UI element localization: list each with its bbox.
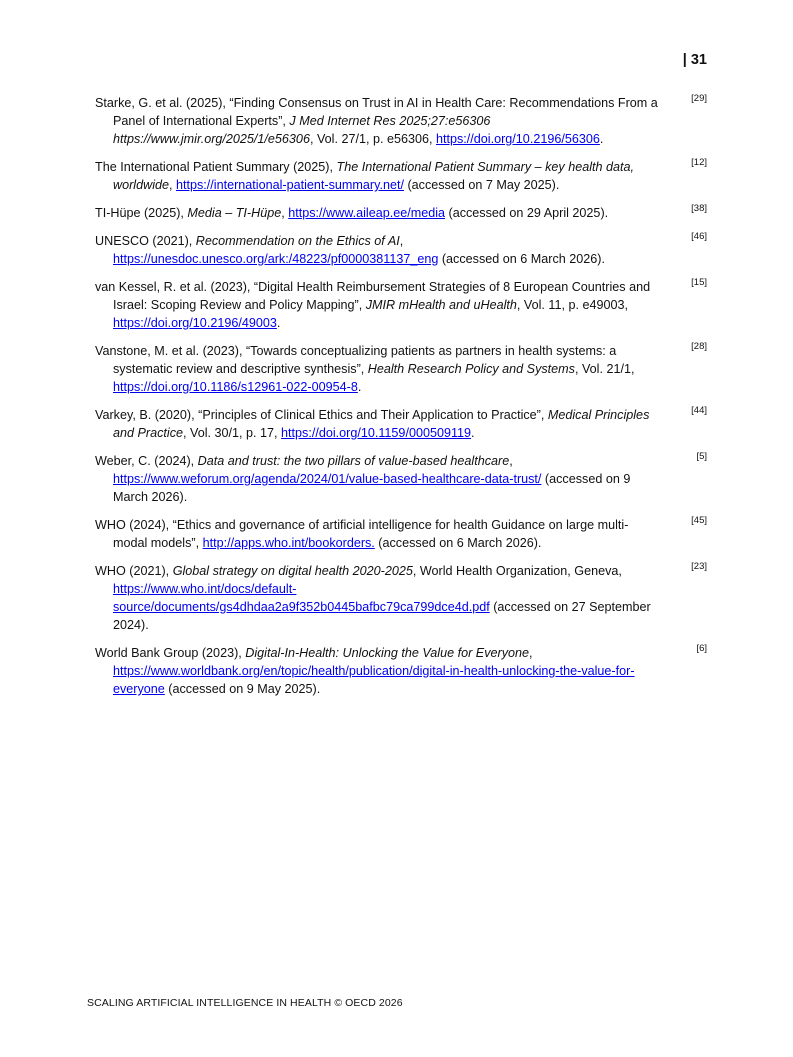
ref-text: TI-Hüpe (2025), — [95, 206, 188, 220]
ref-link[interactable]: https://doi.org/10.1159/000509119 — [281, 426, 472, 440]
ref-link[interactable]: https://international-patient-summary.net/ — [176, 178, 404, 192]
ref-details: , Vol. 11, p. e49003, — [516, 298, 629, 312]
ref-suffix: (accessed on 9 March 2026). — [113, 472, 631, 504]
ref-text: World Bank Group (2023), — [95, 646, 246, 660]
ref-link[interactable]: http://apps.who.int/bookorders. — [202, 536, 375, 550]
ref-number: [28] — [691, 341, 707, 352]
ref-title: Media – TI-Hüpe — [187, 206, 282, 220]
ref-title: Health Research Policy and Systems — [367, 362, 575, 376]
ref-text: The International Patient Summary (2025), — [95, 160, 337, 174]
ref-title: Data and trust: the two pillars of value-based healthcare — [197, 454, 510, 468]
ref-text: Weber, C. (2024), — [95, 454, 198, 468]
reference-entry — [95, 342, 707, 396]
ref-number: [6] — [696, 643, 707, 654]
ref-details: , — [281, 206, 289, 220]
ref-link[interactable]: https://www.worldbank.org/en/topic/health/publication/digital-in-health-unlocking-the-value-for-everyone — [113, 664, 635, 696]
ref-text: van Kessel, R. et al. (2023), “Digital Health Reimbursement Strategies of 8 European Countries and Israel: Scoping Review and Policy Mapping”, — [95, 280, 651, 312]
reference-list — [95, 94, 707, 708]
ref-text: WHO (2024), “Ethics and governance of artificial intelligence for health Guidance on large multi-modal models”, — [95, 518, 629, 550]
ref-details: , Vol. 27/1, p. e56306, — [309, 132, 436, 146]
ref-link[interactable]: https://unesdoc.unesco.org/ark:/48223/pf0000381137_eng — [113, 252, 439, 266]
ref-suffix: . — [471, 426, 475, 440]
ref-details: , — [509, 454, 513, 468]
ref-suffix: . — [599, 132, 604, 146]
ref-suffix: (accessed on 27 September 2024). — [113, 600, 651, 632]
page-footer: SCALING ARTIFICIAL INTELLIGENCE IN HEALTH © OECD 2026 — [87, 997, 403, 1009]
reference-entry — [95, 406, 707, 442]
ref-link[interactable]: https://doi.org/10.2196/56306 — [436, 132, 600, 146]
reference-entry — [95, 562, 707, 634]
ref-text: Starke, G. et al. (2025), “Finding Consensus on Trust in AI in Health Care: Recommendations From a Panel of International Experts”, — [95, 96, 658, 128]
ref-title: The International Patient Summary – key health data, worldwide — [113, 160, 635, 192]
ref-title: Medical Principles and Practice — [113, 408, 650, 440]
reference-entry — [95, 232, 707, 268]
reference-entry — [95, 158, 707, 194]
ref-title: Recommendation on the Ethics of AI — [195, 234, 400, 248]
ref-number: [46] — [691, 231, 707, 242]
ref-suffix: (accessed on 6 March 2026). — [438, 252, 605, 266]
ref-number: [12] — [691, 157, 707, 168]
reference-entry — [95, 94, 707, 148]
ref-text: UNESCO (2021), — [95, 234, 196, 248]
ref-details: , — [529, 646, 533, 660]
ref-number: [5] — [696, 451, 707, 462]
ref-suffix: . — [276, 316, 281, 330]
ref-title: Digital-In-Health: Unlocking the Value for Everyone — [245, 646, 529, 660]
reference-entry — [95, 204, 707, 222]
ref-suffix: . — [357, 380, 362, 394]
ref-suffix: (accessed on 29 April 2025). — [445, 206, 609, 220]
ref-text: WHO (2021), — [95, 564, 173, 578]
page-number: | 31 — [682, 52, 707, 68]
ref-suffix: (accessed on 9 May 2025). — [164, 682, 321, 696]
ref-text: Vanstone, M. et al. (2023), “Towards conceptualizing patients as partners in health systems: a systematic review and descriptive synthesis”, — [95, 344, 617, 376]
ref-details: , Vol. 30/1, p. 17, — [183, 426, 282, 440]
reference-entry — [95, 278, 707, 332]
ref-text: Varkey, B. (2020), “Principles of Clinical Ethics and Their Application to Practice”, — [95, 408, 548, 422]
ref-number: [45] — [691, 515, 707, 526]
ref-title: JMIR mHealth and uHealth — [365, 298, 517, 312]
ref-details: , World Health Organization, Geneva, — [412, 564, 622, 578]
ref-details: , — [399, 234, 404, 248]
reference-entry — [95, 452, 707, 506]
ref-details: , — [169, 178, 176, 192]
ref-number: [44] — [691, 405, 707, 416]
ref-suffix: (accessed on 7 May 2025). — [403, 178, 560, 192]
ref-suffix: (accessed on 6 March 2026). — [374, 536, 542, 550]
ref-link[interactable]: https://www.weforum.org/agenda/2024/01/value-based-healthcare-data-trust/ — [113, 472, 542, 486]
ref-link[interactable]: https://www.aileap.ee/media — [288, 206, 446, 220]
ref-details: , Vol. 21/1, — [574, 362, 635, 376]
ref-title: J Med Internet Res 2025;27:e56306 https://www.jmir.org/2025/1/e56306 — [113, 114, 491, 146]
ref-number: [29] — [691, 93, 707, 104]
ref-link[interactable]: https://doi.org/10.2196/49003 — [113, 316, 277, 330]
reference-entry — [95, 644, 707, 698]
ref-number: [15] — [691, 277, 707, 288]
ref-number: [38] — [691, 203, 707, 214]
ref-title: Global strategy on digital health 2020-2025 — [172, 564, 413, 578]
reference-entry — [95, 516, 707, 552]
ref-link[interactable]: https://doi.org/10.1186/s12961-022-00954-8 — [113, 380, 358, 394]
ref-link[interactable]: https://www.who.int/docs/default-source/documents/gs4dhdaa2a9f352b0445bafbc79ca799dce4d.pdf — [113, 582, 490, 614]
ref-number: [23] — [691, 561, 707, 572]
